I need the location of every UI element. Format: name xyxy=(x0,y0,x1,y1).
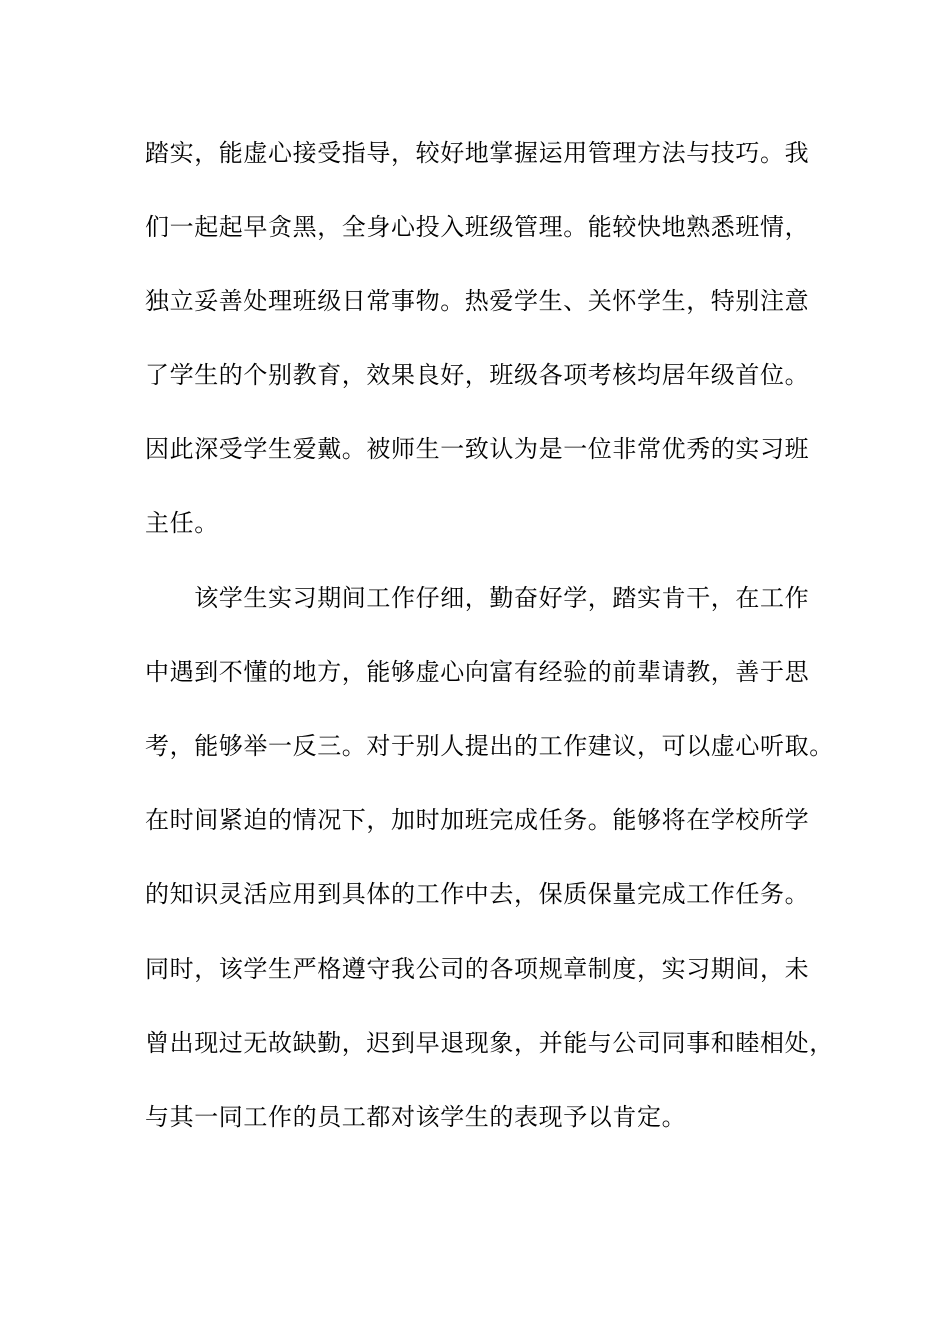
text-line: 考，能够举一反三。对于别人提出的工作建议，可以虚心听取。 xyxy=(145,732,834,760)
text-line: 了学生的个别教育，效果良好，班级各项考核均居年级首位。 xyxy=(145,361,810,389)
text-line: 中遇到不懂的地方，能够虚心向富有经验的前辈请教，善于思 xyxy=(145,658,810,686)
text-line: 独立妥善处理班级日常事物。热爱学生、关怀学生，特别注意 xyxy=(145,287,810,315)
text-line: 曾出现过无故缺勤，迟到早退现象，并能与公司同事和睦相处， xyxy=(145,1029,834,1057)
text-line: 在时间紧迫的情况下，加时加班完成任务。能够将在学校所学 xyxy=(145,806,810,834)
text-line: 与其一同工作的员工都对该学生的表现予以肯定。 xyxy=(145,1103,687,1131)
text-line: 主任。 xyxy=(145,509,219,537)
text-line: 该学生实习期间工作仔细，勤奋好学，踏实肯干，在工作 xyxy=(145,584,810,612)
text-line: 们一起起早贪黑，全身心投入班级管理。能较快地熟悉班情， xyxy=(145,213,810,241)
text-line: 同时，该学生严格遵守我公司的各项规章制度，实习期间，未 xyxy=(145,955,810,983)
text-line: 的知识灵活应用到具体的工作中去，保质保量完成工作任务。 xyxy=(145,880,810,908)
text-line: 踏实，能虚心接受指导，较好地掌握运用管理方法与技巧。我 xyxy=(145,139,810,167)
text-line: 因此深受学生爱戴。被师生一致认为是一位非常优秀的实习班 xyxy=(145,435,810,463)
